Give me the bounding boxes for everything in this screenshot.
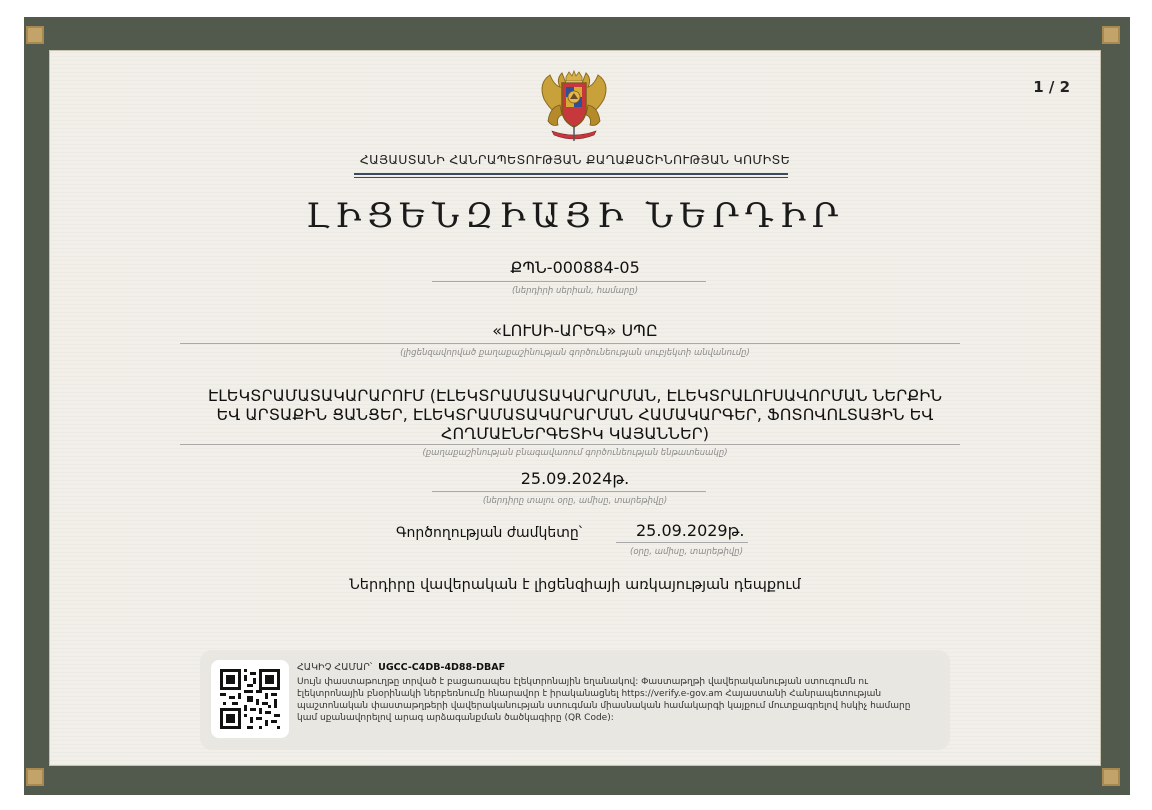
licensee-name: «ԼՈՒՍԻ-ԱՐԵԳ» ՍՊԸ (492, 321, 658, 340)
divider (180, 444, 960, 445)
issue-date-caption: (ներդիրը տալու օրը, ամիսը, տարեթիվը) (482, 496, 668, 506)
corner-ornament (1102, 768, 1120, 786)
validity-caption: (օրը, ամիսը, տարեթիվը) (630, 547, 744, 557)
verification-text: Սույն փաստաթուղթը տրված է բացառապես էլեկտրոնային եղանակով: Փաստաթղթի վավերականության ստուգումն ու էլեկտրոնային բնօրինակի ներբեռնումը հնարավոր է իրականացնել https://verify.e-gov.am Հայաստանի Հանրապետության պաշտոնական փաստաթղթերի վավերականության ստուգման միասնական համակարգի կայքում մուտքագրելով հսկիչ համարը կամ սքանավորելով արագ արձագանքման ծածկագիրը (QR Code): (297, 677, 911, 723)
page-number: 1 / 2 (1033, 78, 1070, 96)
qr-code-icon (220, 669, 280, 729)
committee-name: ՀԱՅԱՍՏԱՆԻ ՀԱՆՐԱՊԵՏՈՒԹՅԱՆ ՔԱՂԱՔԱՇԻՆՈՒԹՅԱՆ ԿՈՄԻՏԵ (359, 152, 791, 167)
unique-number-value[interactable]: UGCC-C4DB-4D88-DBAF (378, 662, 506, 673)
corner-ornament (1102, 26, 1120, 44)
certificate-frame (24, 17, 1130, 795)
corner-ornament (26, 768, 44, 786)
validity-label: Գործողության ժամկետը՝ (396, 525, 583, 541)
divider (180, 343, 960, 344)
certificate-paper (50, 51, 1100, 765)
unique-number-label: ՀԱԿԻՉ ՀԱՄԱՐ՝ (297, 662, 373, 673)
document-title: ԼԻՑԵՆԶԻԱՅԻ ՆԵՐԴԻՐ (305, 196, 845, 236)
validity-date: 25.09.2029թ. (636, 521, 745, 540)
coat-of-arms-icon (536, 69, 612, 145)
unique-number (297, 662, 505, 673)
divider (616, 542, 748, 543)
qr-code[interactable] (211, 660, 289, 738)
corner-ornament (26, 26, 44, 44)
serial-number: ՔՊՆ-000884-05 (510, 258, 640, 277)
divider (432, 491, 706, 492)
activity-caption: (քաղաքաշինության բնագավառում գործունեության ենթատեսակը) (422, 448, 728, 458)
licensee-caption: (լիցենզավորված քաղաքաշինության գործունեության սուբյեկտի անվանումը) (400, 348, 750, 358)
issue-date: 25.09.2024թ. (520, 469, 630, 488)
divider (354, 177, 788, 178)
verification-box (200, 650, 950, 750)
divider (354, 173, 788, 175)
validity-statement: Ներդիրը վավերական է լիցենզիայի առկայության դեպքում (349, 577, 801, 593)
divider (432, 281, 706, 282)
serial-caption: (ներդիրի սերիան, համարը) (511, 286, 639, 296)
activity-subtype: ԷԼԵԿՏՐԱՄԱՏԱԿԱՐԱՐՈՒՄ (ԷԼԵԿՏՐԱՄԱՏԱԿԱՐԱՐՄԱՆ, ԷԼԵԿՏՐԱԼՈՒՍԱՎՈՐՄԱՆ ՆԵՐՔԻՆ ԵՎ ԱՐՏԱՔԻՆ ՑԱՆՑԵՐ, ԷԼԵԿՏՐԱՄԱՏԱԿԱՐԱՐՄԱՆ ՀԱՄԱԿԱՐԳԵՐ, ՖՈՏՈՎՈԼՏԱՅԻՆ ԵՎ ՀՈՂՄԱԷՆԵՐԳԵՏԻԿ ԿԱՅԱՆՆԵՐ) (207, 386, 942, 443)
